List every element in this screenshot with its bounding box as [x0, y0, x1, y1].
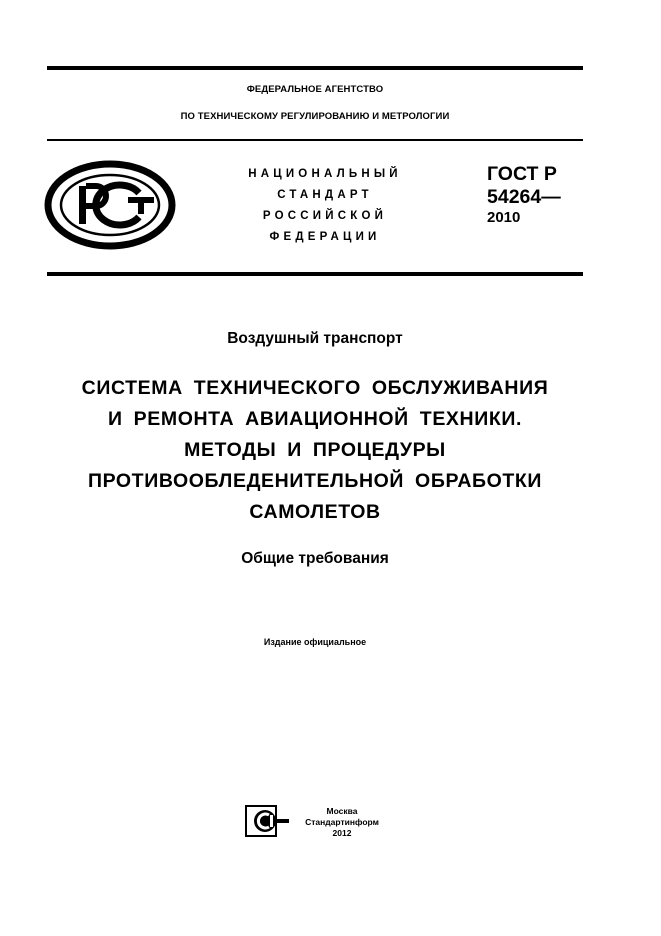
- document-title: [30, 373, 600, 528]
- middle-rule: [47, 272, 583, 276]
- publisher-info: [292, 806, 392, 839]
- edition-label: Издание официальное: [263, 637, 367, 647]
- header-rule: [47, 139, 583, 141]
- standard-type: [225, 164, 425, 248]
- gost-number: 54264—: [487, 186, 561, 208]
- document-subject: Воздушный транспорт: [227, 330, 403, 347]
- gost-year: 2010: [487, 209, 521, 226]
- agency-line-1: ФЕДЕРАЛЬНОЕ АГЕНТСТВО: [246, 84, 384, 95]
- standard-type-line: РОССИЙСКОЙ: [262, 210, 388, 222]
- title-line: МЕТОДЫ И ПРОЦЕДУРЫ: [184, 439, 446, 461]
- publisher-year: 2012: [332, 828, 352, 838]
- top-rule: [47, 66, 583, 70]
- standard-type-line: НАЦИОНАЛЬНЫЙ: [248, 168, 402, 180]
- title-line: ПРОТИВООБЛЕДЕНИТЕЛЬНОЙ ОБРАБОТКИ: [87, 470, 543, 492]
- gost-code: ГОСТ Р: [487, 163, 557, 185]
- standartinform-logo-icon: [245, 805, 289, 837]
- gost-r-emblem-icon: [44, 160, 176, 250]
- agency-line-2: ПО ТЕХНИЧЕСКОМУ РЕГУЛИРОВАНИЮ И МЕТРОЛОГИИ: [180, 111, 450, 122]
- title-line: И РЕМОНТА АВИАЦИОННОЙ ТЕХНИКИ.: [108, 408, 522, 430]
- publisher-city: Москва: [326, 806, 358, 816]
- standard-type-line: ФЕДЕРАЦИИ: [269, 231, 381, 243]
- publisher-name: Стандартинформ: [305, 817, 379, 827]
- standard-type-line: СТАНДАРТ: [277, 189, 373, 201]
- document-subtitle: Общие требования: [241, 550, 389, 567]
- title-line: САМОЛЕТОВ: [249, 501, 381, 523]
- title-line: СИСТЕМА ТЕХНИЧЕСКОГО ОБСЛУЖИВАНИЯ: [81, 377, 549, 399]
